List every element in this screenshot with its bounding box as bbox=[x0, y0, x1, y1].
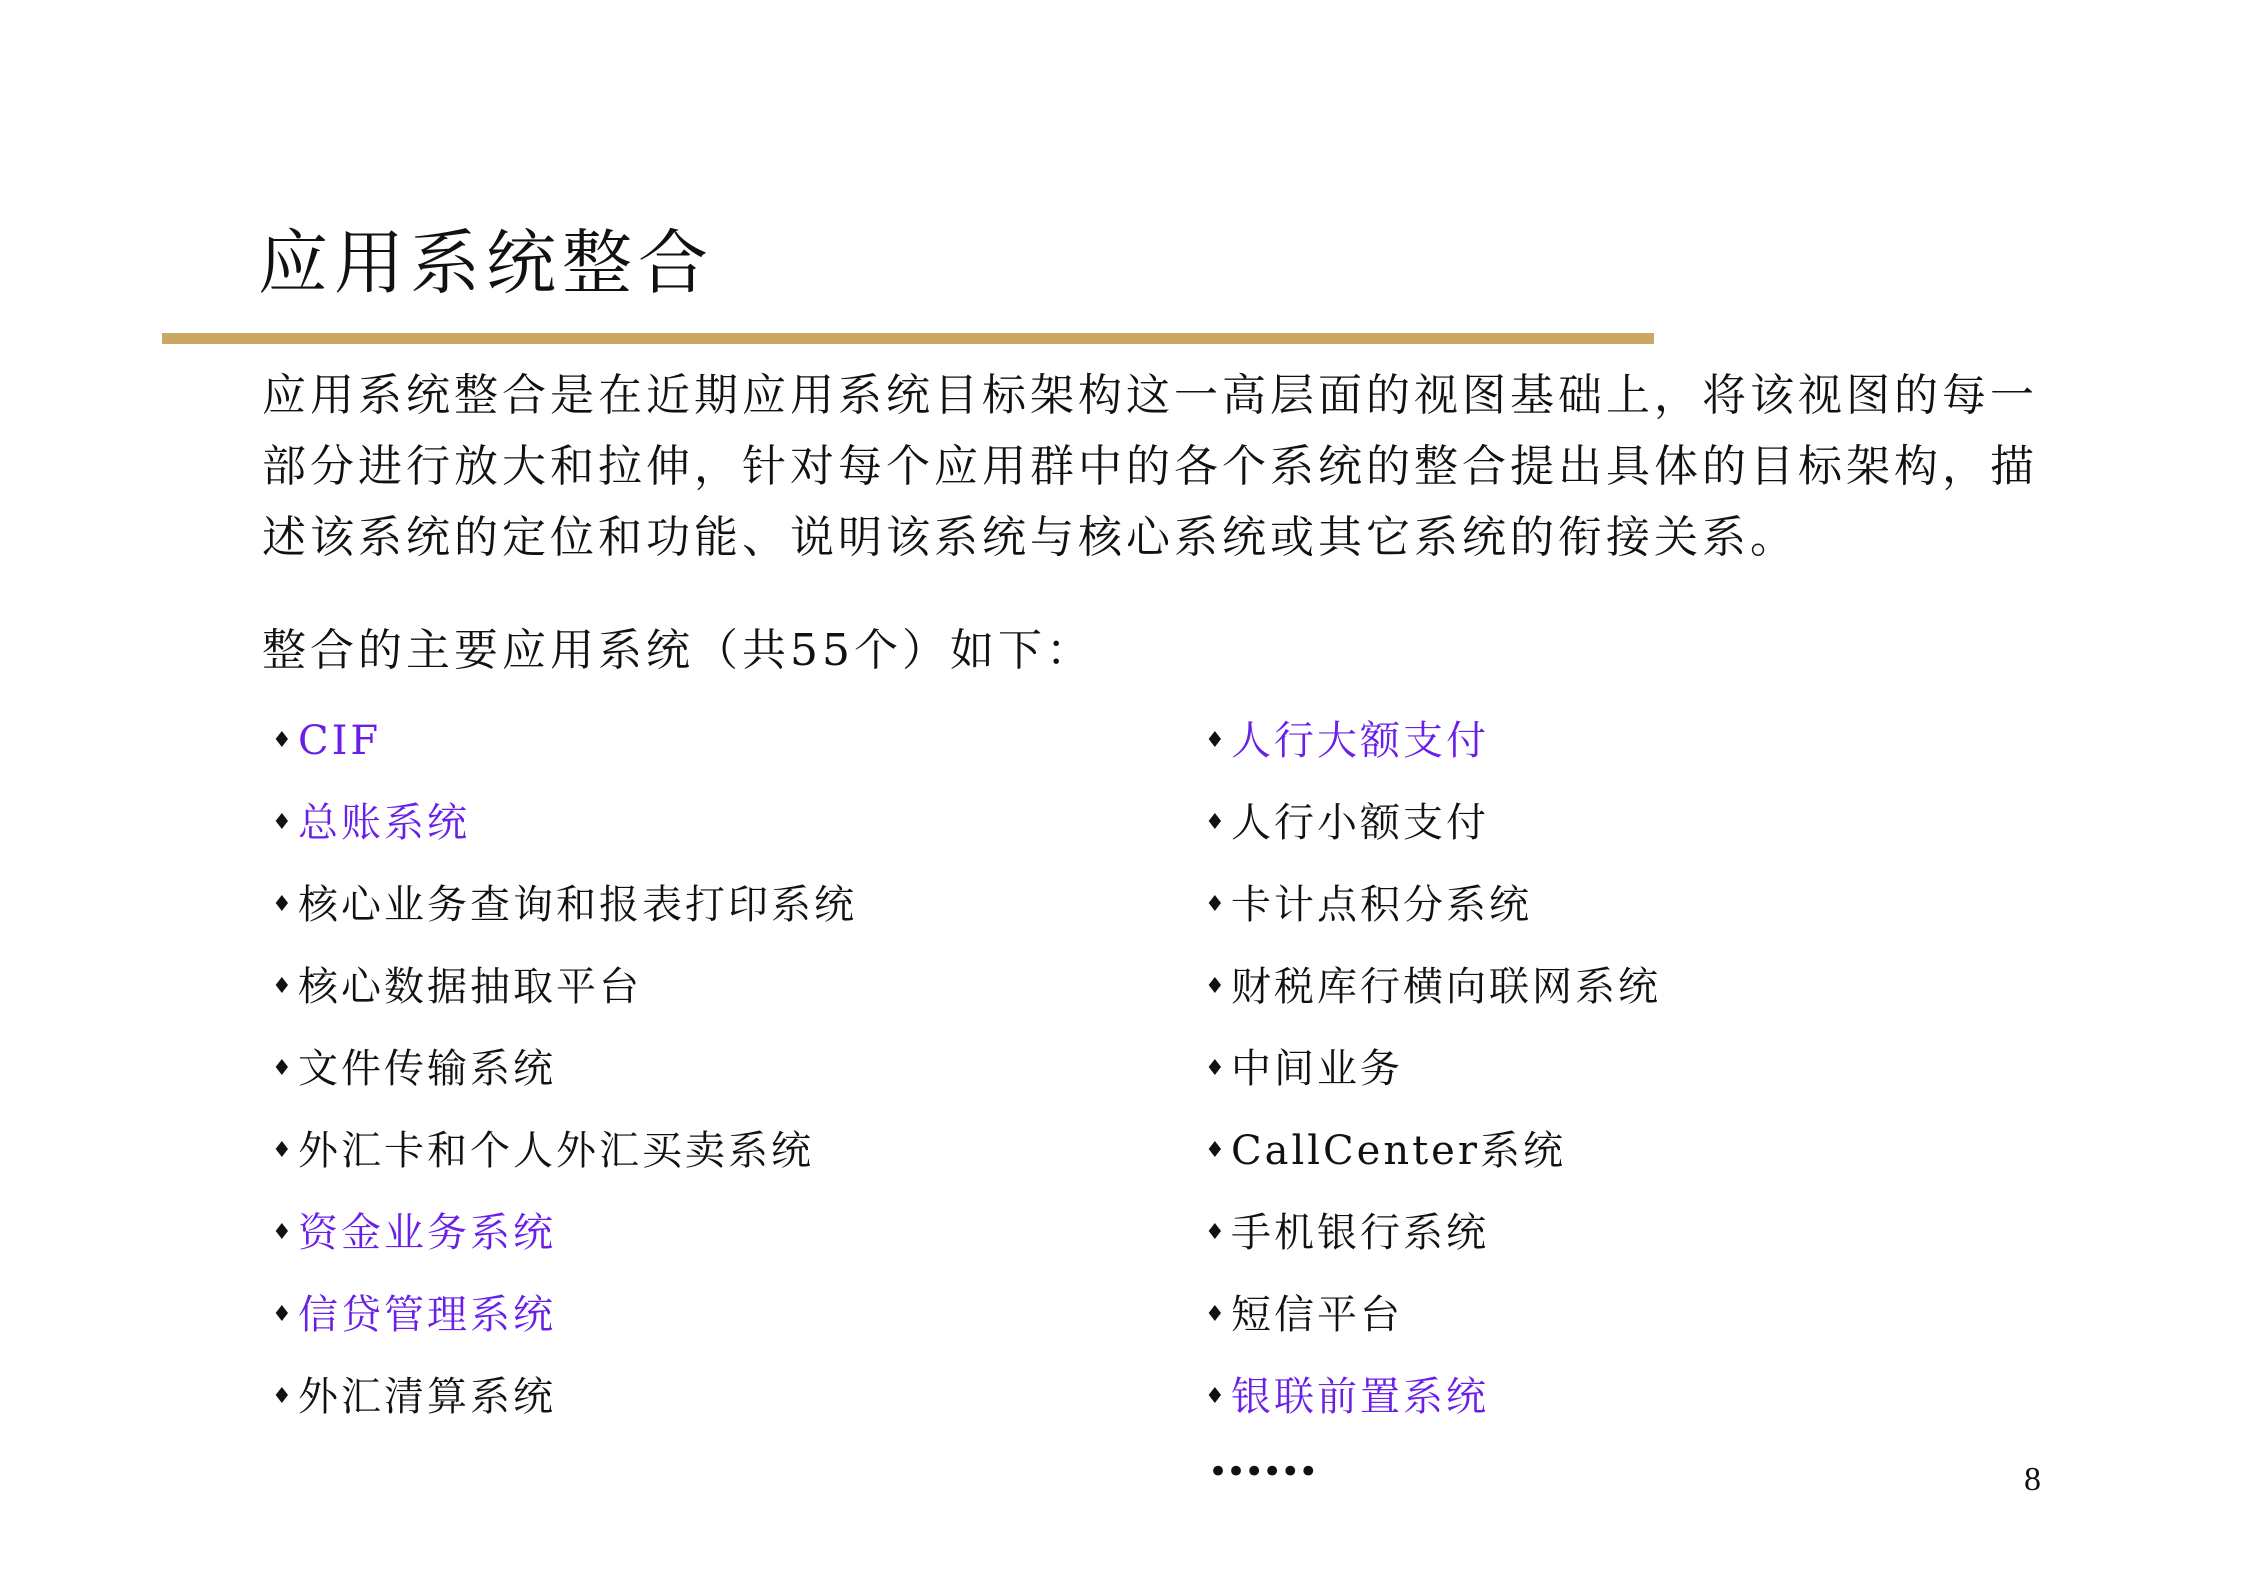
diamond-bullet-icon: ♦ bbox=[272, 892, 295, 917]
diamond-bullet-icon: ♦ bbox=[272, 1384, 295, 1409]
list-item-label: 总账系统 bbox=[298, 800, 470, 846]
list-item bbox=[1205, 864, 2105, 946]
diamond-bullet-icon: ♦ bbox=[272, 810, 295, 835]
list-item-label: 核心数据抽取平台 bbox=[298, 964, 642, 1010]
list-item bbox=[272, 782, 1152, 864]
list-item-label: CallCenter系统 bbox=[1231, 1128, 1566, 1174]
diamond-bullet-icon: ♦ bbox=[1205, 1056, 1228, 1081]
list-item-label: 资金业务系统 bbox=[298, 1210, 556, 1256]
diamond-bullet-icon: ♦ bbox=[272, 1056, 295, 1081]
list-item-label: 文件传输系统 bbox=[298, 1046, 556, 1092]
diamond-bullet-icon: ♦ bbox=[272, 1302, 295, 1327]
diamond-bullet-icon: ♦ bbox=[272, 1220, 295, 1245]
list-item bbox=[272, 1028, 1152, 1110]
list-item bbox=[1205, 946, 2105, 1028]
diamond-bullet-icon: ♦ bbox=[1205, 1302, 1228, 1327]
list-item-label: 手机银行系统 bbox=[1231, 1210, 1489, 1256]
title-underline bbox=[162, 333, 1654, 344]
diamond-bullet-icon: ♦ bbox=[1205, 892, 1228, 917]
intro-line: 应用系统整合是在近期应用系统目标架构这一高层面的视图基础上，将该视图的每一 bbox=[262, 370, 2038, 421]
list-item bbox=[272, 1110, 1152, 1192]
list-item-label: 财税库行横向联网系统 bbox=[1231, 964, 1661, 1010]
list-item-label: 信贷管理系统 bbox=[298, 1292, 556, 1338]
list-item-label: 中间业务 bbox=[1231, 1046, 1403, 1092]
list-item bbox=[1205, 1110, 2105, 1192]
list-item-label: 人行小额支付 bbox=[1231, 800, 1489, 846]
list-item bbox=[1205, 1192, 2105, 1274]
list-item-label: CIF bbox=[298, 718, 382, 764]
diamond-bullet-icon: ♦ bbox=[1205, 1220, 1228, 1245]
system-list-left bbox=[272, 700, 1152, 1438]
intro-line: 述该系统的定位和功能、说明该系统与核心系统或其它系统的衔接关系。 bbox=[262, 512, 1798, 563]
diamond-bullet-icon: ♦ bbox=[272, 974, 295, 999]
list-item bbox=[272, 1192, 1152, 1274]
list-item-label: 核心业务查询和报表打印系统 bbox=[298, 882, 857, 928]
intro-line: 部分进行放大和拉伸，针对每个应用群中的各个系统的整合提出具体的目标架构，描 bbox=[262, 441, 2038, 492]
list-item-label: 短信平台 bbox=[1231, 1292, 1403, 1338]
list-item-label: 银联前置系统 bbox=[1231, 1374, 1489, 1420]
diamond-bullet-icon: ♦ bbox=[1205, 974, 1228, 999]
diamond-bullet-icon: ♦ bbox=[272, 1138, 295, 1163]
list-item bbox=[1205, 700, 2105, 782]
list-item bbox=[272, 946, 1152, 1028]
page-number: 8 bbox=[2024, 1461, 2041, 1498]
list-item bbox=[272, 1274, 1152, 1356]
list-item bbox=[272, 1356, 1152, 1438]
diamond-bullet-icon: ♦ bbox=[1205, 1384, 1228, 1409]
list-item bbox=[272, 864, 1152, 946]
list-item-label: 人行大额支付 bbox=[1231, 718, 1489, 764]
list-item-label: 卡计点积分系统 bbox=[1231, 882, 1532, 928]
page-title: 应用系统整合 bbox=[258, 222, 714, 304]
system-list-right bbox=[1205, 700, 2105, 1438]
list-item bbox=[1205, 1356, 2105, 1438]
list-item-label: 外汇卡和个人外汇买卖系统 bbox=[298, 1128, 814, 1174]
system-list-heading: 整合的主要应用系统（共55个）如下： bbox=[262, 625, 1094, 676]
list-item bbox=[1205, 782, 2105, 864]
diamond-bullet-icon: ♦ bbox=[1205, 1138, 1228, 1163]
list-item bbox=[1205, 1274, 2105, 1356]
diamond-bullet-icon: ♦ bbox=[1205, 810, 1228, 835]
diamond-bullet-icon: ♦ bbox=[272, 728, 295, 753]
list-item bbox=[1205, 1028, 2105, 1110]
diamond-bullet-icon: ♦ bbox=[1205, 728, 1228, 753]
intro-paragraph bbox=[262, 360, 2062, 573]
continuation-dots: •••••• bbox=[1208, 1452, 1317, 1492]
list-item-label: 外汇清算系统 bbox=[298, 1374, 556, 1420]
list-item bbox=[272, 700, 1152, 782]
